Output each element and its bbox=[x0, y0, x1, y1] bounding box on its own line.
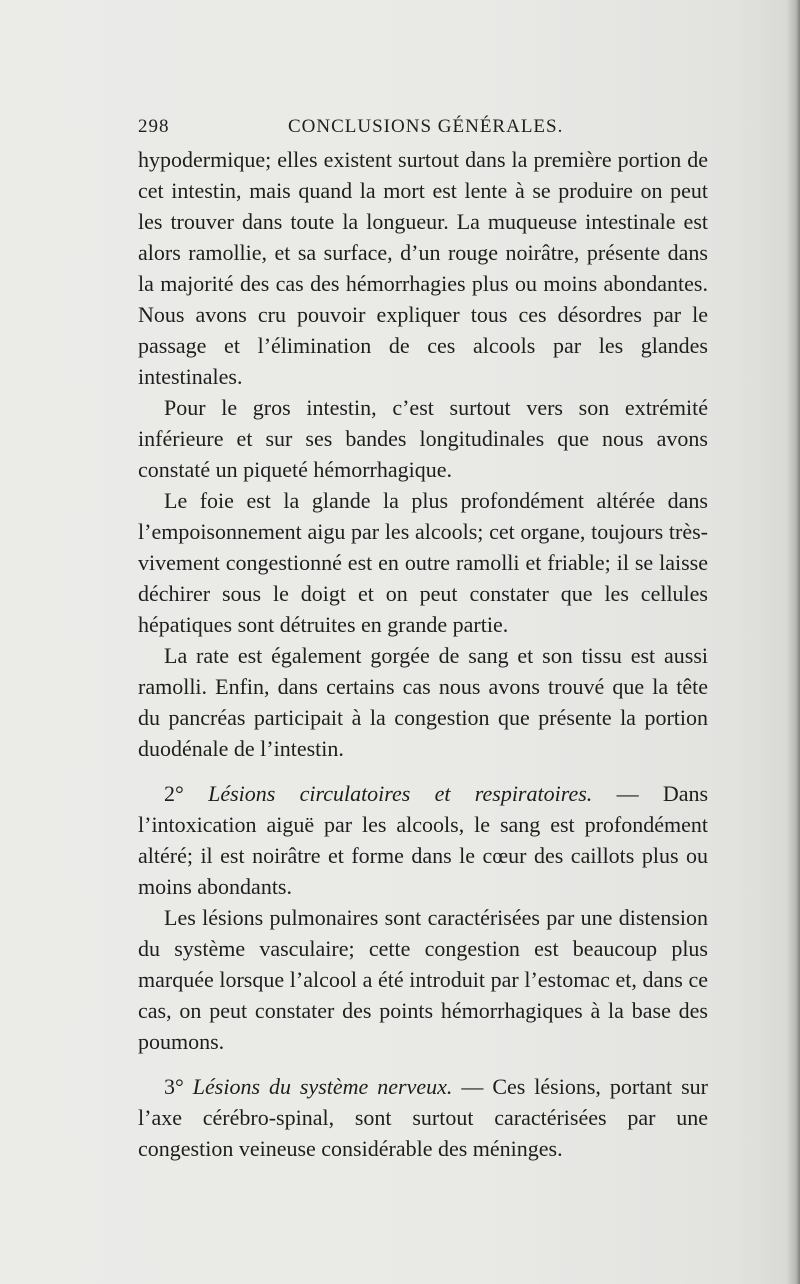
paragraph-liver bbox=[138, 485, 708, 640]
paragraph-text: hypodermique; elles existent surtout dans la première portion de cet intestin, mais quand la mort est lente à se produire on peut les trouver dans toute la longueur. La muqueuse intestinale est alors ramollie, et sa surface, d’un rouge noirâtre, présente dans la majorité des cas des hémorrhagies plus ou moins abondantes. Nous avons cru pouvoir expliquer tous ces désordres par le passage et l’élimination de ces alcools par les glandes intestinales. bbox=[138, 147, 708, 389]
paragraph-text: — Ces lésions, portant sur l’axe cérébro-spinal, sont surtout caractérisées par une congestion veineuse considérable des méninges. bbox=[138, 1074, 708, 1161]
section-number: 3° bbox=[164, 1074, 184, 1099]
paragraph-pulmonary bbox=[138, 902, 708, 1057]
paragraph-large-intestine bbox=[138, 392, 708, 485]
paragraph-small-intestine bbox=[138, 144, 708, 392]
paragraph-text: — Dans l’intoxication aiguë par les alcools, le sang est profondément altéré; il est noirâtre et forme dans le cœur des caillots plus ou moins abondants. bbox=[138, 781, 709, 899]
running-head: CONCLUSIONS GÉNÉRALES. bbox=[288, 116, 564, 137]
section-circulatory bbox=[138, 778, 708, 902]
paragraph-text: Les lésions pulmonaires sont caractérisées par une distension du système vasculaire; cette congestion est beaucoup plus marquée lorsque l’alcool a été introduit par l’estomac et, dans ce cas, on peut constater des points hémorrhagiques à la base des poumons. bbox=[138, 905, 708, 1054]
section-number: 2° bbox=[164, 781, 184, 806]
page-number: 298 bbox=[138, 116, 170, 137]
page-edge-shadow bbox=[786, 0, 800, 1284]
section-title: Lésions circulatoires et respiratoires. bbox=[208, 781, 593, 806]
paragraph-text: Pour le gros intestin, c’est surtout vers son extrémité inférieure et sur ses bandes longitudinales que nous avons constaté un piqueté hémorrhagique. bbox=[138, 395, 708, 482]
paragraph-text: La rate est également gorgée de sang et son tissu est aussi ramolli. Enfin, dans certains cas nous avons trouvé que la tête du pancréas participait à la congestion que présente la portion duodénale de l’intestin. bbox=[138, 643, 708, 761]
section-title: Lésions du système nerveux. bbox=[192, 1074, 453, 1099]
paragraph-spleen bbox=[138, 640, 708, 764]
section-nervous bbox=[138, 1071, 708, 1164]
paragraph-text: Le foie est la glande la plus profondément altérée dans l’empoisonnement aigu par les alcools; cet organe, toujours très-vivement congestionné est en outre ramolli et friable; il se laisse déchirer sous le doigt et on peut constater que les cellules hépatiques sont détruites en grande partie. bbox=[138, 488, 708, 637]
body-text bbox=[138, 144, 708, 1164]
page-header bbox=[138, 116, 698, 146]
